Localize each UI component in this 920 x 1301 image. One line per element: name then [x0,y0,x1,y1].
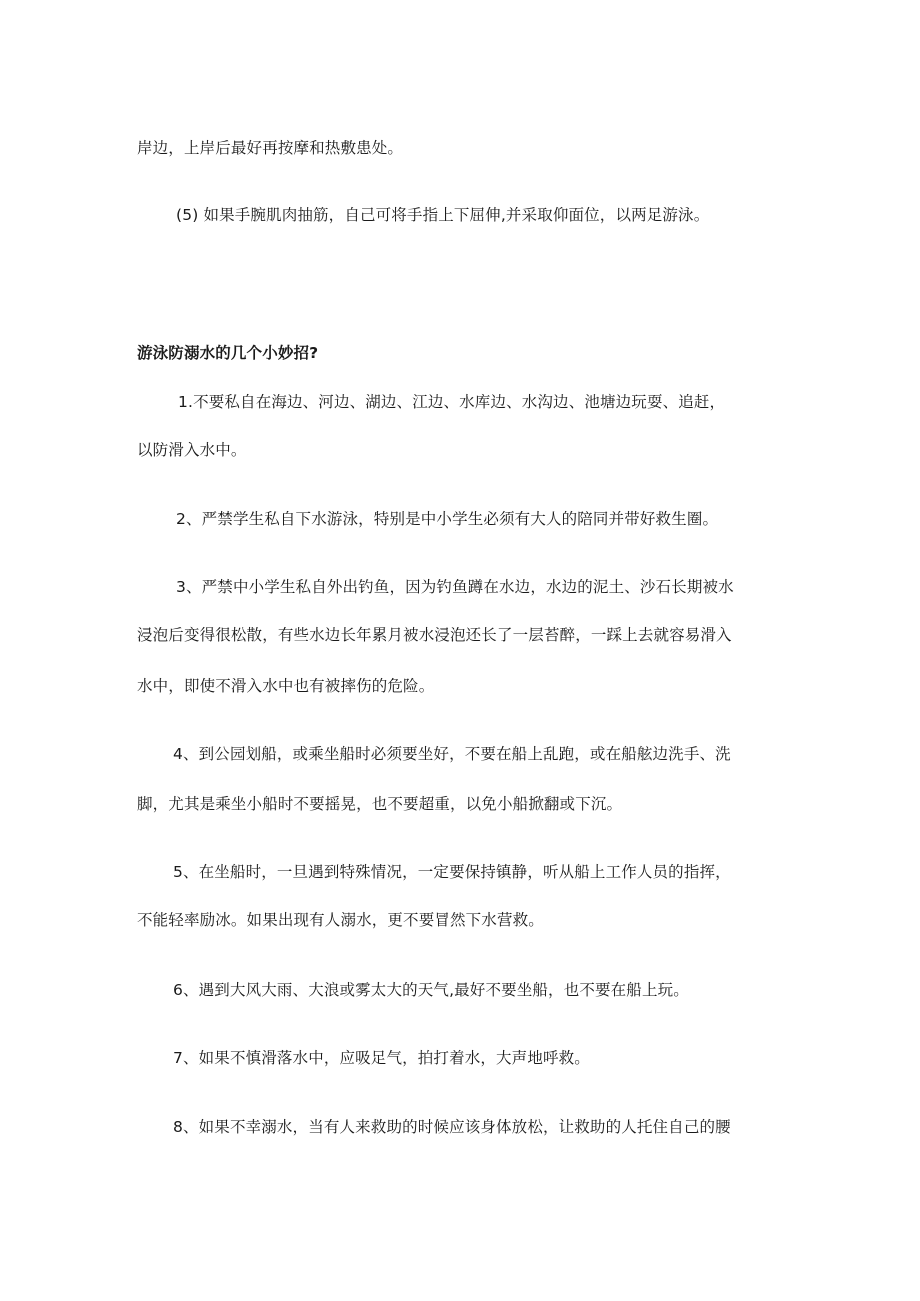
section-heading: 游泳防溺水的几个小妙招? [137,344,319,362]
tip-1-line-1: 1.不要私自在海边、河边、湖边、江边、水库边、水沟边、池塘边玩耍、追赶， [178,393,726,411]
tip-2-line-1: 2、严禁学生私自下水游泳，特别是中小学生必须有大人的陪同并带好救生圈。 [176,510,719,528]
tip-3-line-2: 浸泡后变得很松散，有些水边长年累月被水浸泡还长了一层苔醉，一踩上去就容易滑入 [137,626,732,644]
tip-7-line-1: 7、如果不慎滑落水中，应吸足气，拍打着水，大声地呼救。 [173,1049,590,1067]
tip-6-line-1: 6、遇到大风大雨、大浪或雾太大的天气,最好不要坐船，也不要在船上玩。 [173,981,689,999]
tip-1-line-2: 以防滑入水中。 [137,441,247,459]
tip-3-line-3: 水中，即使不滑入水中也有被摔伤的危险。 [137,677,435,695]
continuation-line: 岸边，上岸后最好再按摩和热敷患处。 [137,139,404,157]
tip-4-line-2: 脚，尤其是乘坐小船时不要摇晃，也不要超重，以免小船掀翻或下沉。 [137,795,623,813]
cramp-item-5-line: (5) 如果手腕肌肉抽筋，自己可将手指上下屈伸,并采取仰面位，以两足游泳。 [176,206,710,224]
tip-3-line-1: 3、严禁中小学生私自外出钓鱼，因为钓鱼蹲在水边，水边的泥土、沙石长期被水 [176,578,734,596]
tip-5-line-2: 不能轻率励冰。如果出现有人溺水，更不要冒然下水营救。 [137,911,544,929]
tip-8-line-1: 8、如果不幸溺水，当有人来救助的时候应该身体放松，让救助的人托住自己的腰 [173,1118,731,1136]
tip-4-line-1: 4、到公园划船，或乘坐船时必须要坐好，不要在船上乱跑，或在船舷边洗手、洗 [173,745,731,763]
tip-5-line-1: 5、在坐船时，一旦遇到特殊情况，一定要保持镇静，听从船上工作人员的指挥， [173,863,731,881]
